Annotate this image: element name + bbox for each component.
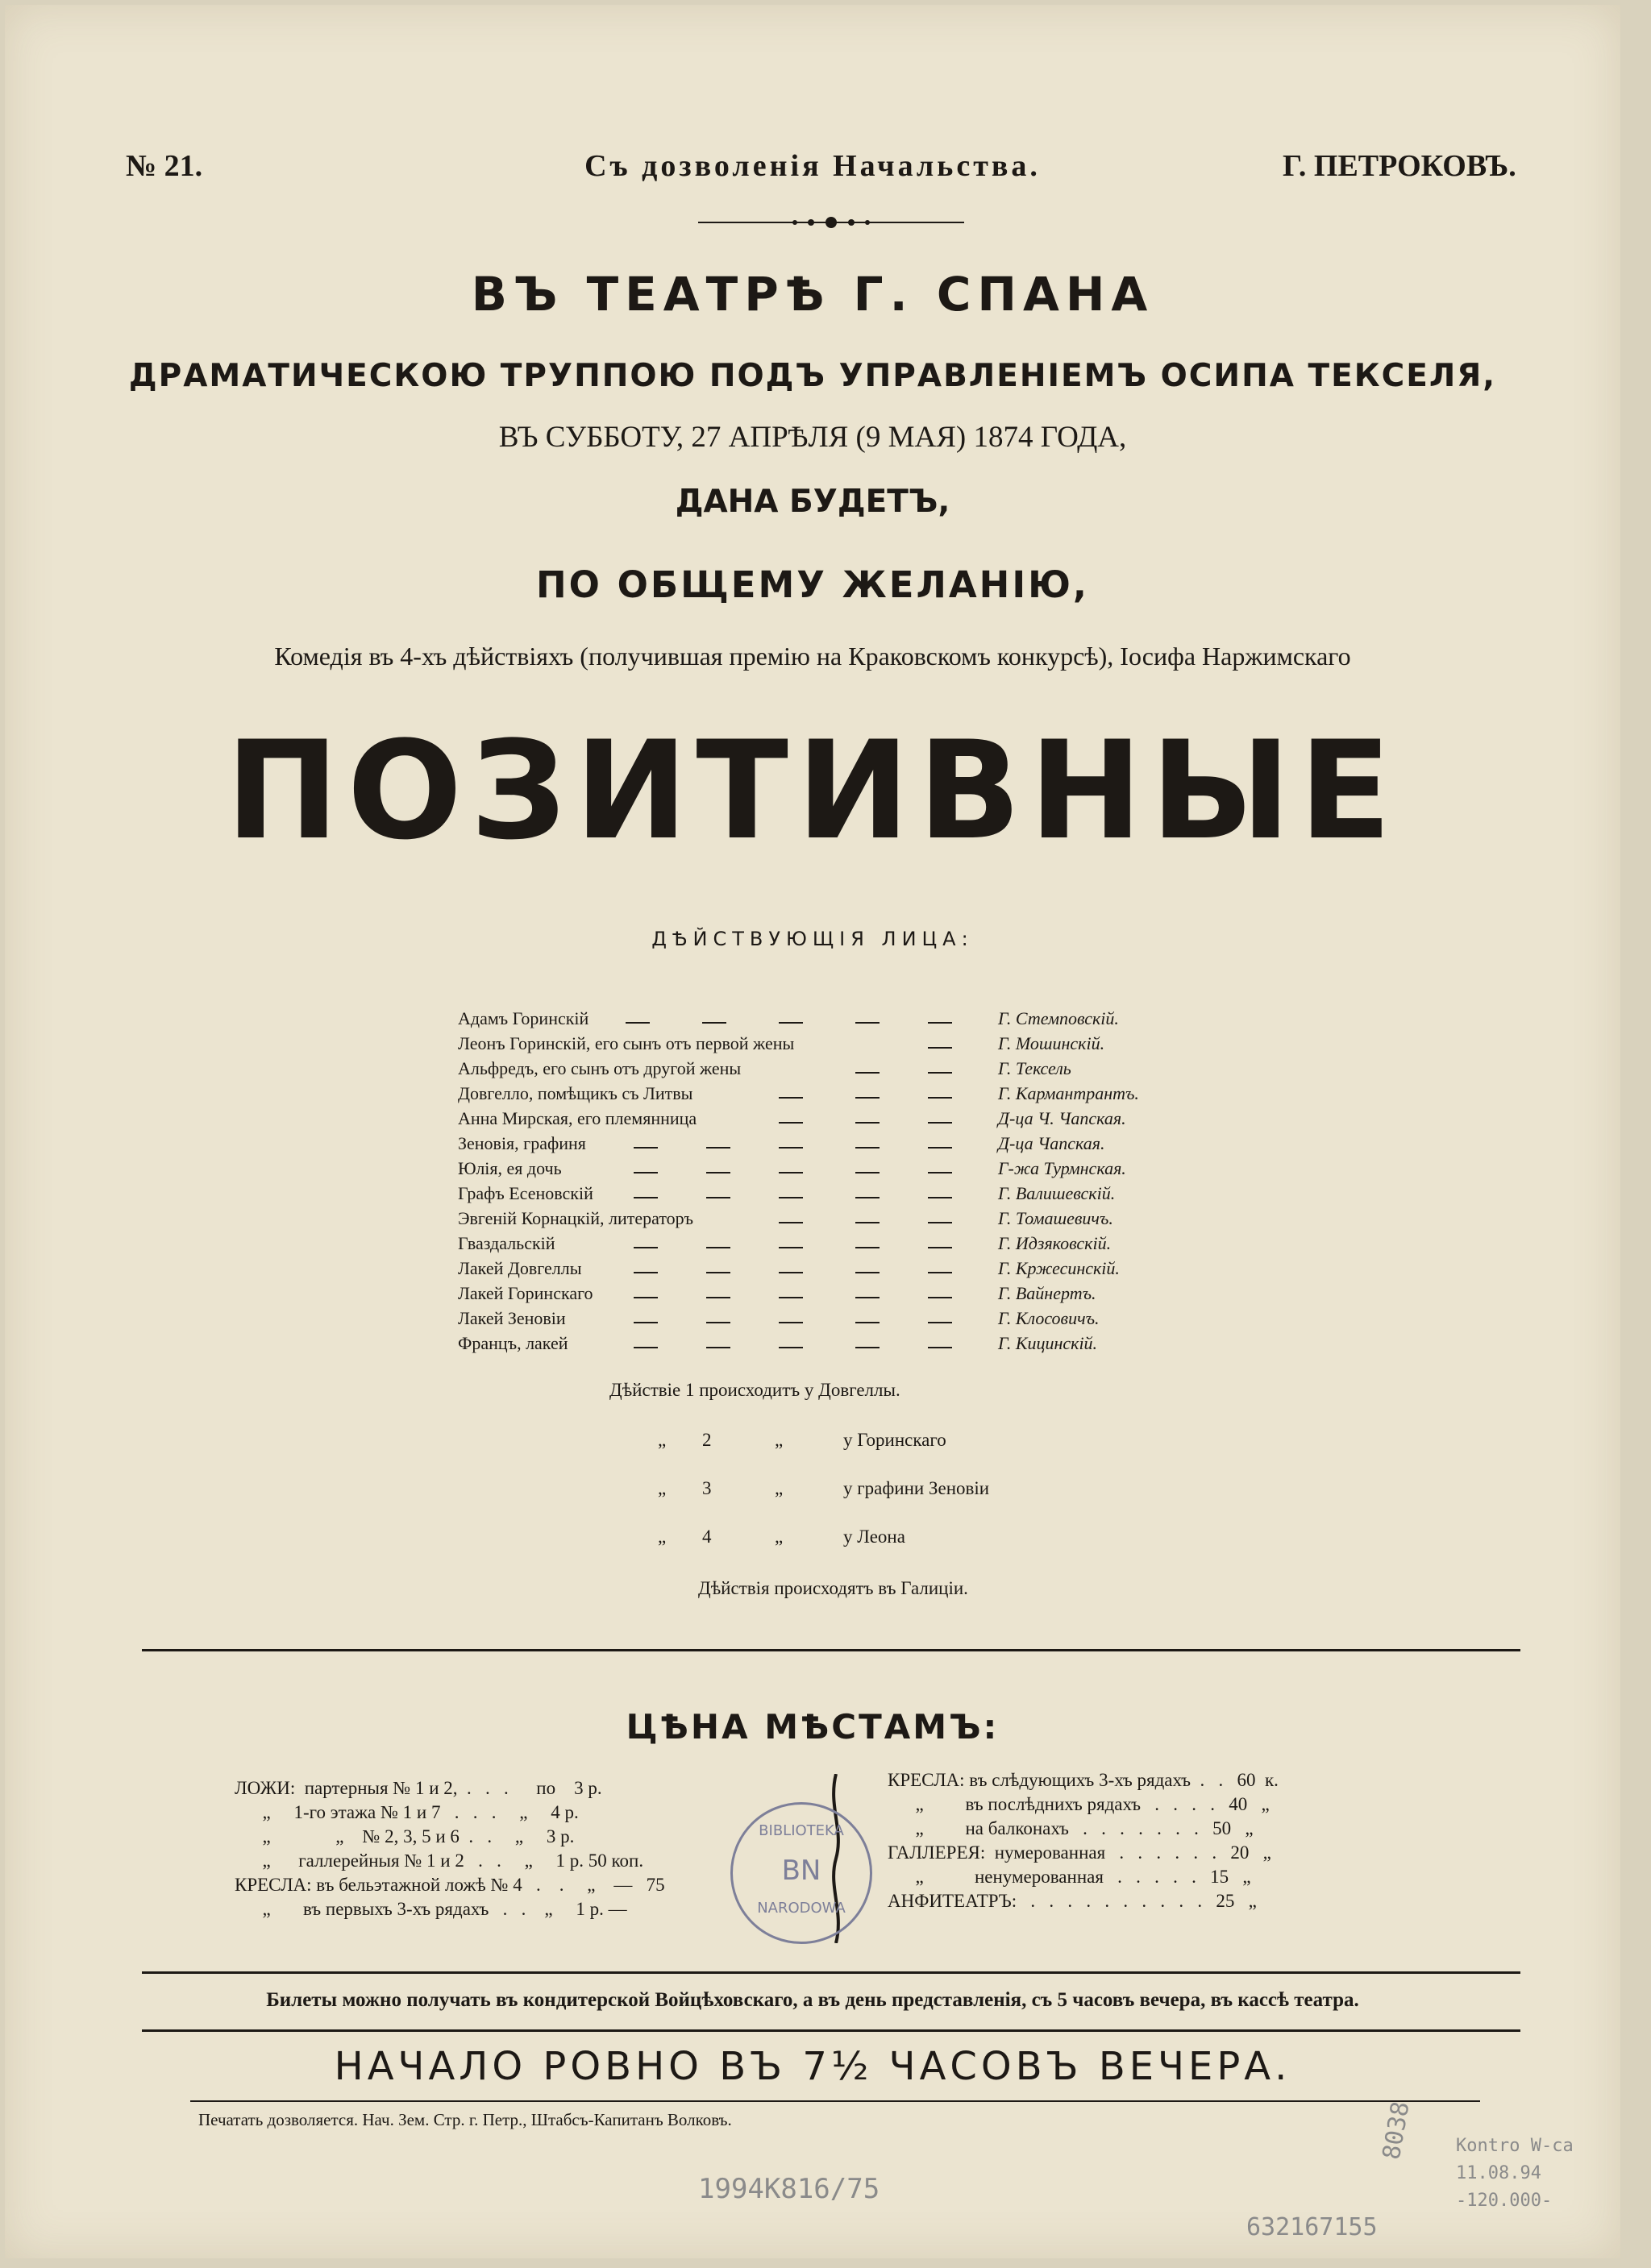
- act-place: у Горинскаго: [843, 1430, 946, 1450]
- censor-line: Печатать дозволяется. Нач. Зем. Стр. г. Петр., Штабсъ-Капитанъ Волковъ.: [198, 2110, 732, 2129]
- price-line: „ на балконахъ . . . . . . . 50 „: [888, 1818, 1254, 1838]
- city-line: Г. ПЕТРОКОВЪ.: [1283, 149, 1516, 183]
- cast-role: Лакей Горинскаго: [458, 1283, 593, 1303]
- ditto-mark: „: [658, 1430, 667, 1450]
- cast-actor: Г-жа Турмнская.: [998, 1158, 1126, 1178]
- cast-actor: Г. Стемповскій.: [998, 1008, 1119, 1028]
- ditto-mark: „: [658, 1527, 667, 1547]
- act-number: 4: [702, 1527, 712, 1547]
- act-place: у графини Зеновіи: [843, 1478, 990, 1498]
- cast-heading: ДѢЙСТВУЮЩІЯ ЛИЦА:: [651, 928, 974, 950]
- act-1-line: Дѣйствіе 1 происходитъ у Довгеллы.: [609, 1380, 900, 1400]
- handwritten-shelfmark: 1994K816/75: [698, 2173, 880, 2205]
- cast-role: Графъ Есеновскій: [458, 1183, 593, 1203]
- cast-role: Зеновія, графиня: [458, 1133, 586, 1153]
- cast-actor: Г. Идзяковскій.: [998, 1233, 1112, 1253]
- divider-rule: [142, 1649, 1520, 1651]
- price-line: КРЕСЛА: въ слѣдующихъ 3-хъ рядахъ . . 60 к.: [888, 1770, 1279, 1790]
- tickets-line: Билеты можно получать въ кондитерской Войцѣховскаго, а въ день представленія, съ 5 часовъ вечера, въ кассѣ театра.: [266, 1989, 1359, 2011]
- handwritten-number: 632167155: [1246, 2213, 1378, 2241]
- permission-line: Съ дозволенія Начальства.: [584, 149, 1041, 183]
- cast-actor: Г. Томашевичъ.: [998, 1208, 1113, 1228]
- handwritten-number: 8038: [1377, 2099, 1416, 2162]
- price-line: АНФИТЕАТРЪ: . . . . . . . . . . 25 „: [888, 1891, 1257, 1911]
- price-line: ЛОЖИ: партерныя № 1 и 2, . . . по 3 р.: [235, 1778, 602, 1798]
- cast-actor: Г. Вайнертъ.: [998, 1283, 1096, 1303]
- play-title: ПОЗИТИВНЫЕ: [225, 712, 1400, 870]
- act-number: 3: [702, 1478, 712, 1498]
- ditto-mark: „: [775, 1478, 784, 1498]
- cast-actor: Д-ца Ч. Чапская.: [998, 1108, 1126, 1128]
- cast-actor: Г. Кицинскій.: [998, 1333, 1098, 1353]
- price-line: „ 1-го этажа № 1 и 7 . . . „ 4 р.: [235, 1802, 579, 1822]
- cast-dash-leaders: [456, 1008, 956, 1363]
- troupe-line: ДРАМАТИЧЕСКОЮ ТРУППОЮ ПОДЪ УПРАВЛЕНІЕМЪ ОСИПА ТЕКСЕЛЯ,: [128, 358, 1497, 394]
- cast-actor: Г. Тексель: [998, 1058, 1071, 1078]
- library-stamp: [730, 1802, 872, 1944]
- price-line: „ въ первыхъ 3-хъ рядахъ . . „ 1 р. —: [235, 1899, 627, 1919]
- price-line: ГАЛЛЕРЕЯ: нумерованная . . . . . . 20 „: [888, 1842, 1271, 1863]
- ditto-mark: „: [775, 1430, 784, 1450]
- price-line: КРЕСЛА: въ бельэтажной ложѣ № 4 . . „ — 75: [235, 1875, 665, 1895]
- cast-role: Эвгеній Корнацкій, литераторъ: [458, 1208, 694, 1228]
- cast-role: Лакей Зеновіи: [458, 1308, 566, 1328]
- price-line: „ „ № 2, 3, 5 и 6 . . „ 3 р.: [235, 1826, 575, 1846]
- act-number: 2: [702, 1430, 712, 1450]
- handwritten-note: Kontro W-ca 11.08.94 -120.000-: [1456, 2136, 1574, 2211]
- play-description: Комедія въ 4-хъ дѣйствіяхъ (получившая премію на Краковскомъ конкурсѣ), Іосифа Наржимскаго: [274, 642, 1351, 671]
- cast-actor: Г. Валишевскій.: [998, 1183, 1116, 1203]
- stamp-text-bottom: NARODOWA: [757, 1900, 846, 1917]
- cast-role: Гваздальскій: [458, 1233, 555, 1253]
- theatre-title: ВЪ ТЕАТРѢ Г. СПАНА: [471, 267, 1154, 322]
- prices-heading: ЦѢНА МѢСТАМЪ:: [626, 1707, 1000, 1747]
- start-time-line: НАЧАЛО РОВНО ВЪ 7½ ЧАСОВЪ ВЕЧЕРА.: [334, 2044, 1291, 2089]
- ditto-mark: „: [658, 1478, 667, 1498]
- cast-actor: Г. Кармантрантъ.: [998, 1083, 1139, 1103]
- divider-rule: [190, 2100, 1480, 2102]
- location-line: Дѣйствія происходятъ въ Галиціи.: [698, 1578, 968, 1598]
- price-line: „ галлерейныя № 1 и 2 . . „ 1 р. 50 коп.: [235, 1851, 644, 1871]
- cast-role: Анна Мирская, его племянница: [458, 1108, 697, 1128]
- cast-actor: Д-ца Чапская.: [998, 1133, 1105, 1153]
- price-line: „ ненумерованная . . . . . 15 „: [888, 1867, 1251, 1887]
- request-line: ПО ОБЩЕМУ ЖЕЛАНІЮ,: [535, 563, 1090, 606]
- poster-number: № 21.: [126, 149, 203, 183]
- divider-rule: [142, 2029, 1520, 2032]
- cast-role: Альфредъ, его сынъ отъ другой жены: [458, 1058, 742, 1078]
- act-place: у Леона: [843, 1527, 905, 1547]
- will-be-line: ДАНА БУДЕТЪ,: [675, 484, 950, 520]
- stamp-text-top: BIBLIOTEKA: [759, 1822, 844, 1839]
- stamp-text-center: BN: [781, 1855, 821, 1887]
- cast-actor: Г. Кржесинскій.: [998, 1258, 1120, 1278]
- cast-role: Адамъ Горинскій: [458, 1008, 589, 1028]
- cast-role: Францъ, лакей: [458, 1333, 568, 1353]
- price-line: „ въ послѣднихъ рядахъ . . . . 40 „: [888, 1794, 1270, 1814]
- ornament-divider: [698, 213, 964, 232]
- cast-role: Довгелло, помѣщикъ съ Литвы: [458, 1083, 693, 1103]
- cast-role: Лакей Довгеллы: [458, 1258, 582, 1278]
- poster-sheet: [5, 5, 1620, 2258]
- ditto-mark: „: [775, 1527, 784, 1547]
- cast-role: Юлія, ея дочь: [458, 1158, 562, 1178]
- cast-actor: Г. Клосовичъ.: [998, 1308, 1100, 1328]
- divider-rule: [142, 1971, 1520, 1974]
- cast-actor: Г. Мошинскій.: [998, 1033, 1105, 1053]
- date-line: ВЪ СУББОТУ, 27 АПРѢЛЯ (9 МАЯ) 1874 ГОДА,: [498, 421, 1127, 454]
- cast-role: Леонъ Горинскій, его сынъ отъ первой жены: [458, 1033, 795, 1053]
